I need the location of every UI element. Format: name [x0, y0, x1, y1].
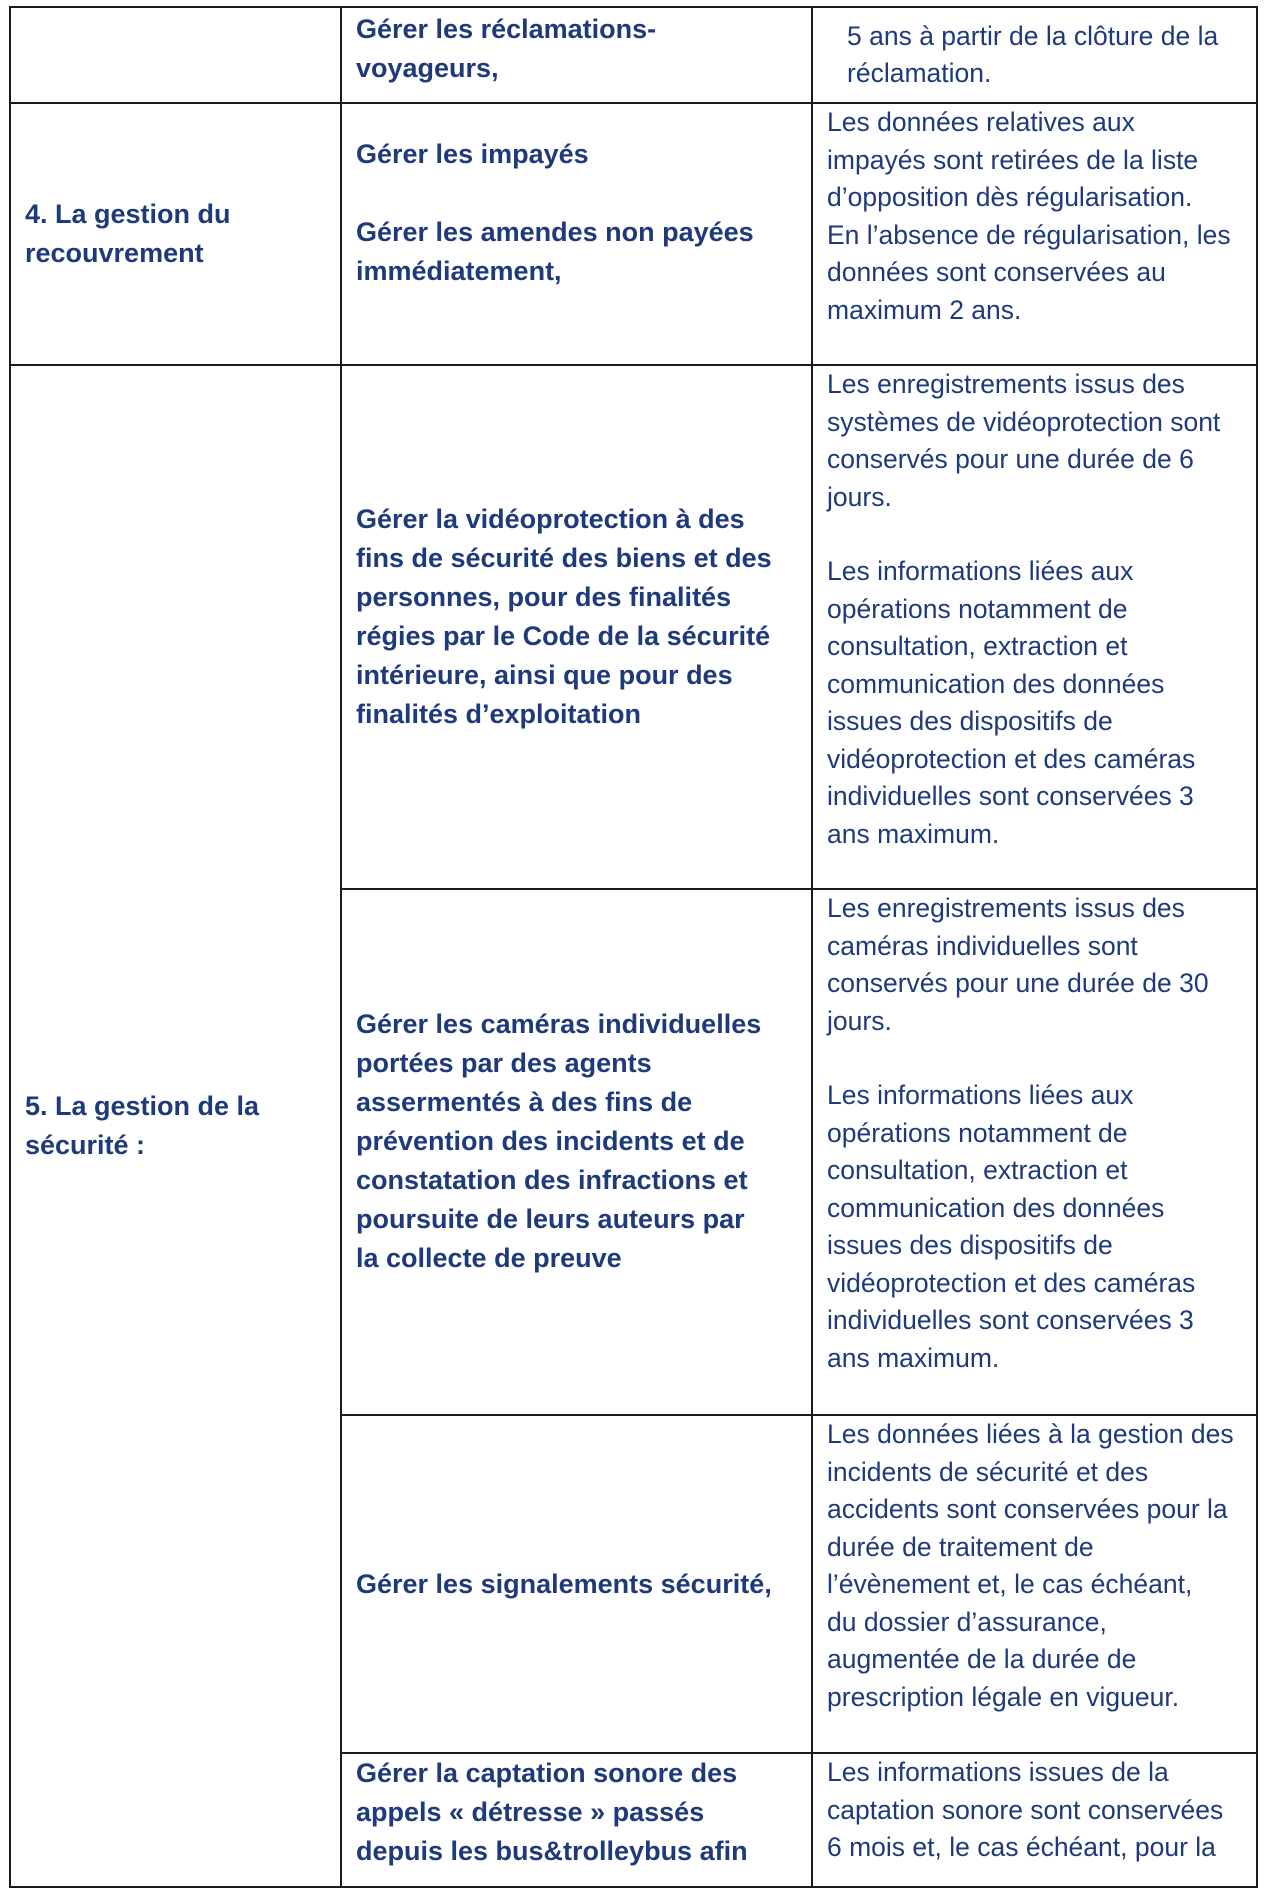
retention-cell — [812, 103, 1257, 365]
purpose-text: Gérer la captation sonore des appels « détresse » passés depuis les bus&trolleybus afin — [356, 1758, 748, 1866]
purpose-text: Gérer la vidéoprotection à des fins de sécurité des biens et des personnes, pour des finalités régies par le Code de la sécurité intérieure, ainsi que pour des finalités d’exploitation — [356, 504, 772, 729]
retention-text: Les informations liées aux opérations notamment de consultation, extraction et communication des données issues des dispositifs de vidéoprotection et des caméras individuelles sont conservées 3 ans maximum. — [827, 556, 1196, 849]
purpose-cell — [341, 1753, 812, 1887]
retention-cell — [812, 1753, 1257, 1887]
retention-cell — [812, 7, 1257, 103]
retention-cell — [812, 1415, 1257, 1753]
purpose-text: Gérer les réclamations- voyageurs, — [356, 14, 657, 83]
purpose-text: Gérer les impayés — [356, 139, 589, 169]
table-row — [10, 103, 1257, 365]
purpose-cell — [341, 103, 812, 365]
purpose-cell — [341, 889, 812, 1415]
purpose-cell — [341, 365, 812, 889]
category-label: 5. La gestion de la sécurité : — [25, 1091, 260, 1160]
purpose-text: Gérer les signalements sécurité, — [356, 1568, 772, 1599]
category-cell — [10, 103, 341, 365]
table-row — [10, 365, 1257, 889]
retention-text: Les informations liées aux opérations notamment de consultation, extraction et communication des données issues des dispositifs de vidéoprotection et des caméras individuelles sont conservées 3 ans maximum. — [827, 1080, 1196, 1373]
purpose-text: Gérer les amendes non payées immédiatement, — [356, 217, 754, 286]
retention-text: Les informations issues de la captation sonore sont conservées 6 mois et, le cas échéant, pour la — [827, 1757, 1224, 1862]
retention-text: Les enregistrements issus des systèmes de vidéoprotection sont conservés pour une durée de 6 jours. — [827, 369, 1221, 512]
retention-table — [9, 6, 1258, 1888]
purpose-cell — [341, 7, 812, 103]
retention-text: Les données relatives aux impayés sont retirées de la liste d’opposition dès régularisation. En l’absence de régularisation, les données sont conservées au maximum 2 ans. — [827, 107, 1231, 325]
retention-cell — [812, 889, 1257, 1415]
retention-text: Les enregistrements issus des caméras individuelles sont conservés pour une durée de 30 jours. — [827, 893, 1209, 1036]
retention-cell — [812, 365, 1257, 889]
purpose-text: Gérer les caméras individuelles portées par des agents assermentés à des fins de prévention des incidents et de constatation des infractions et poursuite de leurs auteurs par la collecte de preuve — [356, 1008, 762, 1273]
category-cell — [10, 7, 341, 103]
retention-text: 5 ans à partir de la clôture de la réclamation. — [847, 20, 1219, 88]
category-label: 4. La gestion du recouvrement — [25, 199, 231, 268]
table-row — [10, 7, 1257, 103]
category-cell — [10, 365, 341, 1887]
retention-text: Les données liées à la gestion des incidents de sécurité et des accidents sont conservées pour la durée de traitement de l’évènement et, le cas échéant, du dossier d’assurance, augmentée de la durée de prescription légale en vigueur. — [827, 1419, 1234, 1712]
purpose-cell — [341, 1415, 812, 1753]
